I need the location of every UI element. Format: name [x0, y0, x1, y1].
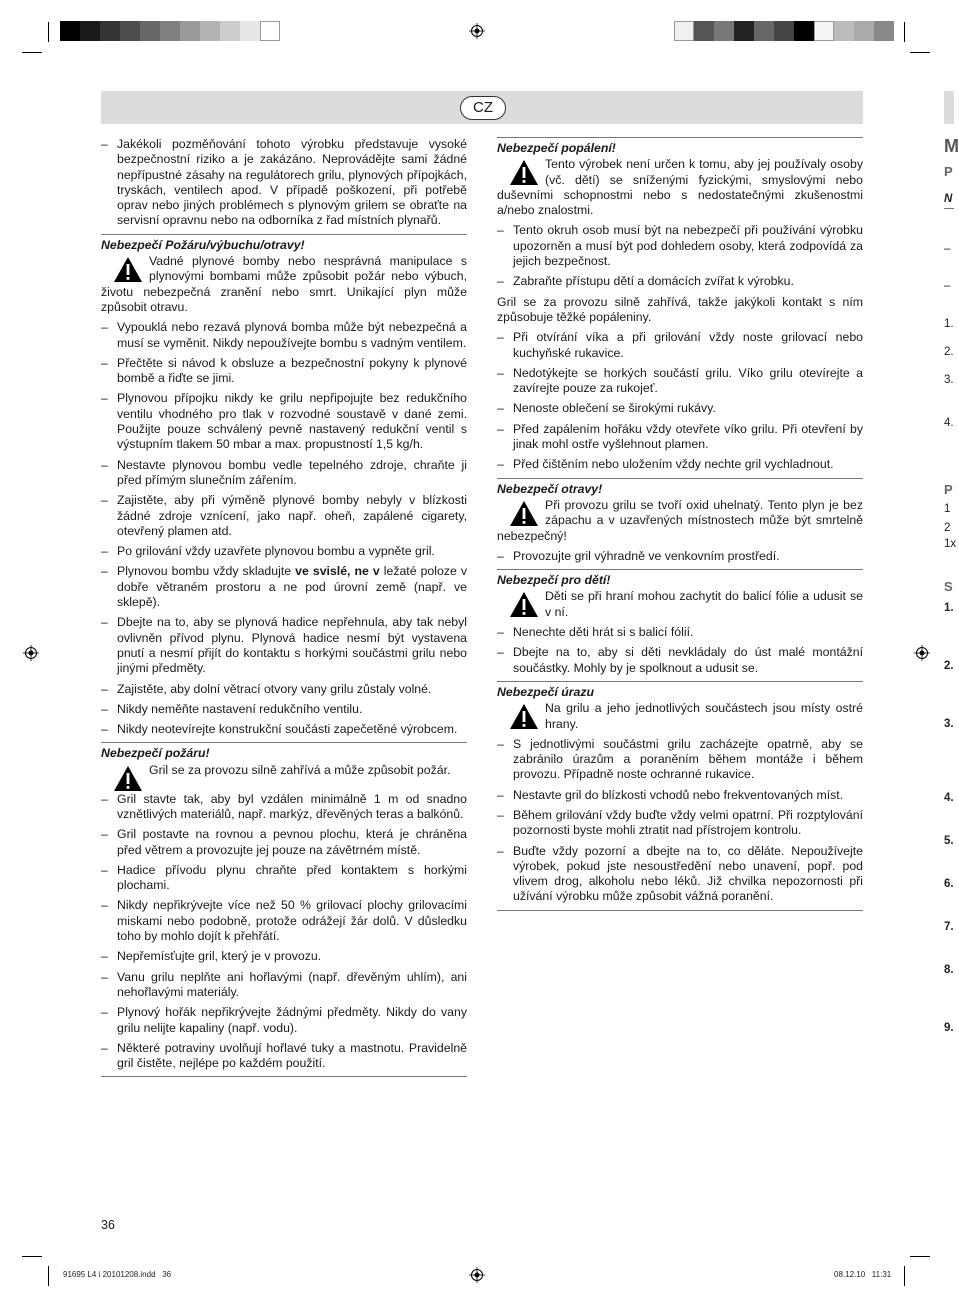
section-title: Nebezpečí požáru! [101, 746, 210, 761]
list-item: – Nikdy nepřikrývejte více než 50 % grilovací plochy grilovacími miskami nebo podobně, protože odrážejí žár dolů. V důsledku toho by mohlo dojít k přehřátí. [101, 898, 467, 944]
edge-text: 2. [944, 346, 954, 358]
list-item: – Gril stavte tak, aby byl vzdálen minimálně 1 m od snadno vznětlivých materiálů, např. markýz, dřevěných teras a balkónů. [101, 791, 467, 821]
warning-triangle-icon [509, 591, 539, 618]
language-badge: CZ [460, 96, 506, 120]
list-item: – Plynovou přípojku nikdy ke grilu nepřipojujte bez redukčního ventilu vhodného pro tlak v rozvodné soustavě v dané zemi. Použijte pouze schválený pevně nastavený redukční ventil s výstupním tlakem 50 mbar a max. propustností 1,5 kg/h. [101, 391, 467, 452]
section-title: Nebezpečí úrazu [497, 684, 595, 699]
list-item: – Nestavte gril do blízkosti vchodů nebo frekventovaných míst. [497, 787, 844, 802]
list-item: – Při otvírání víka a při grilování vždy noste grilovací nebo kuchyňské rukavice. [497, 330, 863, 360]
warning-text: Při provozu grilu se tvoří oxid uhelnatý. Tento plyn je bez zápachu a v uzavřených místnostech může být smrtelně nebezpečný! [497, 497, 863, 543]
right-column [497, 133, 863, 911]
registration-mark-icon [469, 23, 485, 39]
edge-text: 4. [944, 417, 954, 429]
section-end-rule [101, 1076, 467, 1077]
list-item: – Některé potraviny uvolňují hořlavé tuky a mastnotu. Pravidelně gril čistěte, nejlépe po každém použití. [101, 1040, 467, 1071]
registration-mark-icon [469, 1267, 485, 1283]
edge-text: 2 [944, 522, 951, 534]
list-item: – Dbejte na to, aby se plynová hadice nepřehnula, aby tak nebyl ovlivněn přívod plynu. Plynová hadice nesmí být vystavena pnutí a nesmí přijít do kontaktu s horkými součástmi grilu nebo jinými předměty. [101, 615, 467, 676]
list-item: – Zabraňte přístupu dětí a domácích zvířat k výrobku. [497, 274, 794, 289]
section-title: Nebezpečí otravy! [497, 481, 603, 496]
warning-text: Děti se při hraní mohou zachytit do balicí fólie a udusit se v ní. [497, 589, 863, 620]
edge-text: 1x [944, 538, 957, 550]
list-item: – Nikdy neotevírejte konstrukční součásti zapečetěné výrobcem. [101, 722, 458, 737]
edge-text: P [944, 164, 953, 179]
edge-text: M [944, 136, 959, 156]
list-item: – Nenoste oblečení se širokými rukávy. [497, 401, 716, 416]
edge-text: – [944, 243, 951, 255]
section-burns [497, 137, 863, 473]
section-children [497, 569, 863, 676]
list-item: – Nikdy neměňte nastavení redukčního ventilu. [101, 701, 363, 716]
section-injury [497, 681, 863, 905]
edge-text: 2. [944, 660, 954, 672]
list-item: – Nenechte děti hrát si s balicí fólií. [497, 625, 694, 640]
list-item: – Zajistěte, aby při výměně plynové bomby nebyly v blízkosti žádné zdroje vznícení, jako např. oheň, zapálené cigarety, otevřený plamen atd. [101, 493, 467, 538]
edge-text: 3. [944, 718, 954, 730]
registration-mark-icon [23, 645, 39, 661]
list-item: – Plynovou bombu vždy skladujte ve svislé, ne v ležaté poloze v dobře větraném prostoru a ne pod úrovní země (např. ve sklepě). [101, 564, 468, 610]
edge-text: 3. [944, 374, 954, 386]
list-item: – Vypouklá nebo rezavá plynová bomba může být nebezpečná a musí se vyměnit. Nikdy nepoužívejte bombu s vadným ventilem. [101, 320, 467, 350]
edge-rule [944, 208, 954, 209]
edge-text: 9. [944, 1022, 954, 1034]
edge-text: 8. [944, 964, 954, 976]
left-column [101, 137, 467, 1077]
section-title: Nebezpečí pro dětí! [497, 573, 611, 588]
next-page-edge-bar [944, 91, 954, 124]
edge-text: N [944, 193, 953, 205]
warning-triangle-icon [113, 256, 143, 283]
edge-text: 7. [944, 921, 954, 933]
list-item: – Po grilování vždy uzavřete plynovou bombu a vypněte gril. [101, 544, 435, 559]
list-item: – Tento okruh osob musí být na nebezpečí při používání výrobku upozorněn a musí být pod dohledem osoby, která zodpovídá za jejich bezpečnost. [497, 223, 863, 269]
edge-text: 1. [944, 318, 954, 330]
list-item: – Přečtěte si návod k obsluze a bezpečnostní pokyny k plynové bombě a řiďte se jimi. [101, 355, 467, 386]
warning-text: Na grilu a jeho jednotlivých součástech jsou místy ostré hrany. [497, 701, 863, 732]
list-item: – Během grilování vždy buďte vždy velmi opatrní. Při rozptylování pozornosti byste mohli ztratit nad přístrojem kontrolu. [497, 807, 863, 838]
footer-file-info: 91695 L4 i 20101208.indd 36 [63, 1270, 172, 1279]
list-item: – Hadice přívodu plynu chraňte před kontaktem s horkými plochami. [101, 862, 467, 893]
warning-triangle-icon [113, 765, 143, 792]
section-title: Nebezpečí Požáru/výbuchu/otravy! [101, 237, 305, 252]
warning-text: Vadné plynové bomby nebo nesprávná manipulace s plynovými bombami může způsobit požár nebo výbuch, životu nebezpečná zranění nebo smrt. Unikající plyn může způsobit otravu. [101, 254, 467, 314]
edge-text: P [944, 482, 953, 497]
edge-text: 1. [944, 602, 954, 614]
section-end-rule [497, 910, 863, 911]
section-fire [101, 742, 467, 1071]
paragraph: Gril se za provozu silně zahřívá, takže jakýkoli kontakt s ním způsobuje těžké popáleniny. [497, 294, 863, 324]
edge-text: 1 [944, 503, 951, 515]
edge-text: – [944, 280, 951, 292]
edge-text: 6. [944, 878, 954, 890]
section-poisoning [497, 478, 863, 564]
edge-text: 4. [944, 792, 954, 804]
list-item: – Vanu grilu neplňte ani hořlavými (např. dřevěným uhlím), ani nehořlavými materiály. [101, 969, 467, 999]
list-item: – Nepřemísťujte gril, který je v provozu. [101, 949, 322, 964]
list-item: – Zajistěte, aby dolní větrací otvory vany grilu zůstaly volné. [101, 681, 432, 696]
section-fire-explosion-poisoning [101, 234, 467, 738]
list-item: – Buďte vždy pozorní a dbejte na to, co děláte. Nepoužívejte výrobek, pokud jste nesoustředění nebo unavení, popř. pod vlivem drog, alkoholu nebo léků. Již chvilka nepozornosti při užívání výrobku může způsobit vážná poranění. [497, 843, 863, 904]
warning-text: Gril se za provozu silně zahřívá a může způsobit požár. [101, 763, 467, 778]
warning-triangle-icon [509, 159, 539, 186]
list-item: – Před zapálením hořáku vždy otevřete víko grilu. Při otevření by jinak mohl ostře vyšlehnout plamen. [497, 421, 863, 452]
edge-text: 5. [944, 835, 954, 847]
warning-text: Tento výrobek není určen k tomu, aby jej používaly osoby (vč. dětí) se sníženými fyzickými, smyslovými nebo duševními schopnostmi nebo s nedostatečnými zkušenostmi a/nebo znalostmi. [497, 157, 863, 218]
list-item: – S jednotlivými součástmi grilu zacházejte opatrně, aby se zabránilo úrazům a poraněním během montáže i během provozu. Případně noste ochranné rukavice. [497, 736, 863, 782]
list-item: – Před čištěním nebo uložením vždy nechte gril vychladnout. [497, 457, 834, 472]
list-item: – Nestavte plynovou bombu vedle tepelného zdroje, chraňte ji před přímým slunečním zářením. [101, 457, 467, 487]
registration-mark-icon [914, 645, 930, 661]
warning-triangle-icon [509, 703, 539, 730]
list-item: – Provozujte gril výhradně ve venkovním prostředí. [497, 548, 780, 563]
warning-triangle-icon [509, 500, 539, 527]
list-item: – Plynový hořák nepřikrývejte žádnými předměty. Nikdy do vany grilu nelijte kapaliny (např. vodu). [101, 1005, 467, 1035]
list-item: – Jakékoli pozměňování tohoto výrobku představuje vysoké bezpečnostní riziko a je zakázáno. Neprovádějte sami žádné nepřípustné zásahy na regulátorech grilu, plynových přípojkách, tryskách, ventilech apod. V případě poškození, při potřebě oprav nebo jiných problémech s plynovým grilem se obraťte na servisní opravnu nebo na odborníka z řad místních plynařů. [101, 137, 467, 228]
list-item: – Gril postavte na rovnou a pevnou plochu, která je chráněna před větrem a provozujte jej pouze na závětrném místě. [101, 827, 467, 857]
page-number: 36 [101, 1218, 115, 1232]
footer-date-time: 08.12.10 11:31 [834, 1270, 892, 1279]
list-item: – Dbejte na to, aby si děti nevkládaly do úst malé montážní součástky. Mohly by je spolknout a udusit se. [497, 645, 863, 675]
list-item: – Nedotýkejte se horkých součástí grilu. Víko grilu otevírejte a zavírejte pouze za rukojeť. [497, 365, 863, 396]
section-title: Nebezpečí popálení! [497, 141, 616, 155]
edge-text: S [944, 579, 953, 594]
